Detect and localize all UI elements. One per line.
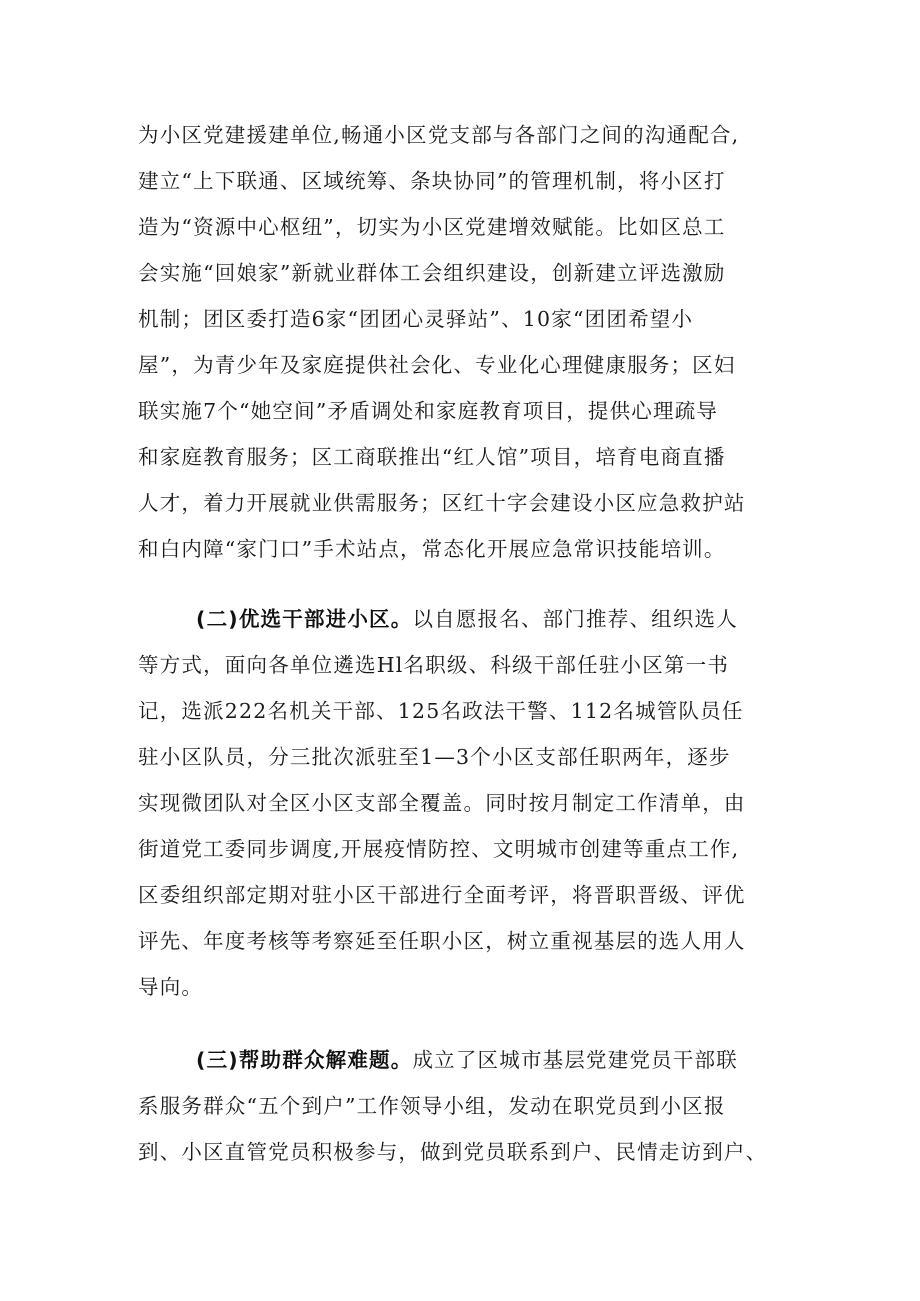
text-line: 等方式，面向各单位遴选Hl名职级、科级干部任驻小区第一书 — [138, 653, 730, 677]
text-line: 街道党工委同步调度,开展疫情防控、文明城市创建等重点工作, — [138, 837, 740, 861]
text-line: 和白内障“家门口”手术站点，常态化开展应急常识技能培训。 — [138, 537, 726, 561]
text-line: 到、小区直管党员积极参与，做到党员联系到户、民情走访到户、 — [138, 1140, 768, 1164]
text-line: 导向。 — [138, 975, 204, 999]
text-line: 为小区党建援建单位,畅通小区党支部与各部门之间的沟通配合, — [138, 123, 740, 147]
text-line: 屋”，为青少年及家庭提供社会化、专业化心理健康服务；区妇 — [138, 353, 736, 377]
text-line: 联实施7个“她空间”矛盾调处和家庭教育项目，提供心理疏导 — [138, 399, 719, 423]
text-line: 会实施“回娘家”新就业群体工会组织建设，创新建立评选激励 — [138, 261, 726, 285]
text-line: 建立“上下联通、区域统筹、条块协同”的管理机制，将小区打 — [138, 169, 726, 193]
text-run: 成立了区城市基层党建党员干部联 — [412, 1048, 738, 1072]
text-line: 实现微团队对全区小区支部全覆盖。同时按月制定工作清单，由 — [138, 791, 746, 815]
text-line: 驻小区队员，分三批次派驻至1—3个小区支部任职两年，逐步 — [138, 745, 731, 769]
text-line: 机制；团区委打造6家“团团心灵驿站”、10家“团团希望小 — [138, 307, 694, 331]
text-line: 造为“资源中心枢纽”，切实为小区党建增效赋能。比如区总工 — [138, 215, 726, 239]
text-line: 区委组织部定期对驻小区干部进行全面考评，将晋职晋级、评优 — [138, 883, 746, 907]
section-heading: (二)优选干部进小区。 — [196, 607, 413, 631]
text-run: 以自愿报名、部门推荐、组织选人 — [412, 607, 738, 631]
paragraph-party-building-aid — [138, 112, 798, 572]
section-heading: (三)帮助群众解难题。 — [196, 1048, 413, 1072]
text-line: 和家庭教育服务；区工商联推出“红人馆”项目，培育电商直播 — [138, 445, 726, 469]
paragraph-first-line — [138, 1037, 798, 1083]
text-line: 系服务群众“五个到户”工作领导小组，发动在职党员到小区报 — [138, 1094, 726, 1118]
paragraph-first-line — [138, 596, 798, 642]
text-line: 记，选派222名机关干部、125名政法干警、112名城管队员任 — [138, 699, 744, 723]
paragraph-select-cadres — [138, 596, 798, 1010]
text-line: 人才，着力开展就业供需服务；区红十字会建设小区应急救护站 — [138, 491, 746, 515]
text-line: 评先、年度考核等考察延至任职小区，树立重视基层的选人用人 — [138, 929, 746, 953]
paragraph-help-masses — [138, 1037, 798, 1175]
